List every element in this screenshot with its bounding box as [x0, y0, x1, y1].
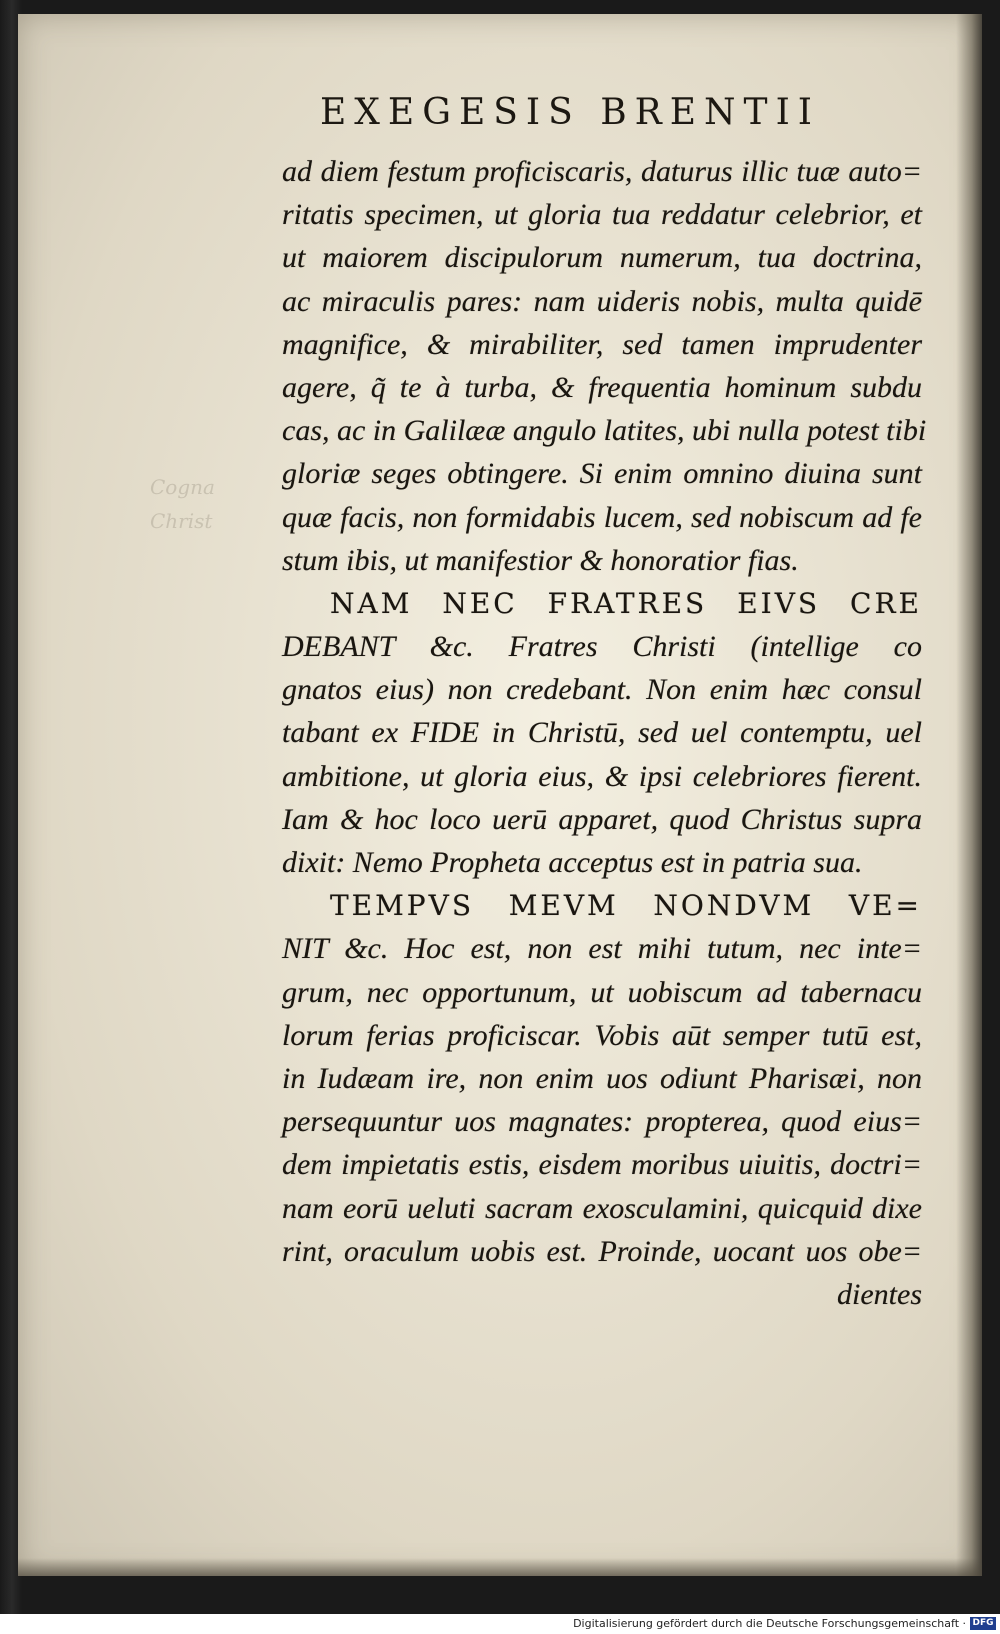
text-line-26: rint, oraculum uobis est. Proinde, uocant uos obe= — [282, 1234, 922, 1268]
body-text — [282, 150, 927, 1316]
text-line-4: ac miraculis pares: nam uideris nobis, multa quidē — [282, 284, 922, 318]
text-line-19: NIT &c. Hoc est, non est mihi tutum, nec inte= — [282, 932, 922, 966]
text-line-24: dem impietatis estis, eisdem moribus uiuitis, doctri= — [282, 1148, 922, 1182]
text-line-9: quæ facis, non formidabis lucem, sed nobiscum ad fe — [282, 500, 922, 534]
text-line-12: DEBANT &c. Fratres Christi (intellige co — [282, 630, 922, 664]
text-line-2: ritatis specimen, ut gloria tua reddatur celebrior, et — [282, 198, 922, 232]
lemma-line-2: TEMPVS MEVM NONDVM VE= — [330, 889, 922, 923]
text-line-20: grum, nec opportunum, ut uobiscum ad tabernacu — [282, 975, 922, 1009]
page-bottom-edge — [18, 1558, 982, 1576]
text-line-13: gnatos eius) non credebant. Non enim hæc consul — [282, 673, 922, 707]
text-line-3: ut maiorem discipulorum numerum, tua doctrina, — [282, 241, 922, 275]
running-head: EXEGESIS BRENTII — [320, 92, 821, 133]
text-line-17: dixit: Nemo Propheta acceptus est in patria sua. — [282, 846, 863, 879]
dfg-logo-icon: DFG — [970, 1617, 996, 1630]
text-line-25: nam eorū ueluti sacram exosculamini, quicquid dixe — [282, 1191, 922, 1225]
page-fore-edge — [956, 14, 982, 1576]
text-line-1: ad diem festum proficiscaris, daturus illic tuæ auto= — [282, 155, 922, 188]
text-line-14: tabant ex FIDE in Christū, sed uel contemptu, uel — [282, 716, 922, 750]
text-line-21: lorum ferias proficiscar. Vobis aūt semper tutū est, — [282, 1018, 922, 1052]
text-line-5: magnifice, & mirabiliter, sed tamen imprudenter — [282, 327, 922, 361]
lemma-line-1: NAM NEC FRATRES EIVS CRE — [330, 586, 922, 620]
text-line-23: persequuntur uos magnates: propterea, quod eius= — [282, 1105, 922, 1139]
text-line-15: ambitione, ut gloria eius, & ipsi celebriores fierent. — [282, 759, 922, 793]
text-line-16: Iam & hoc loco uerū apparet, quod Christus supra — [282, 802, 922, 836]
text-line-10: stum ibis, ut manifestior & honoratior fias. — [282, 543, 799, 577]
text-line-8: gloriæ seges obtingere. Si enim omnino diuina sunt — [282, 457, 922, 491]
text-line-22: in Iudæam ire, non enim uos odiunt Pharisæi, non — [282, 1061, 922, 1095]
catchword: dientes — [837, 1277, 922, 1311]
text-line-7: cas, ac in Galilææ angulo latites, ubi nulla potest tibi — [282, 414, 927, 448]
funding-credit: Digitalisierung gefördert durch die Deutsche Forschungsgemeinschaft · — [573, 1617, 966, 1630]
marginal-note-bleed-through: Cogna Christ — [150, 475, 215, 533]
text-line-6: agere, q̃ te à turba, & frequentia hominum subdu — [282, 370, 922, 404]
